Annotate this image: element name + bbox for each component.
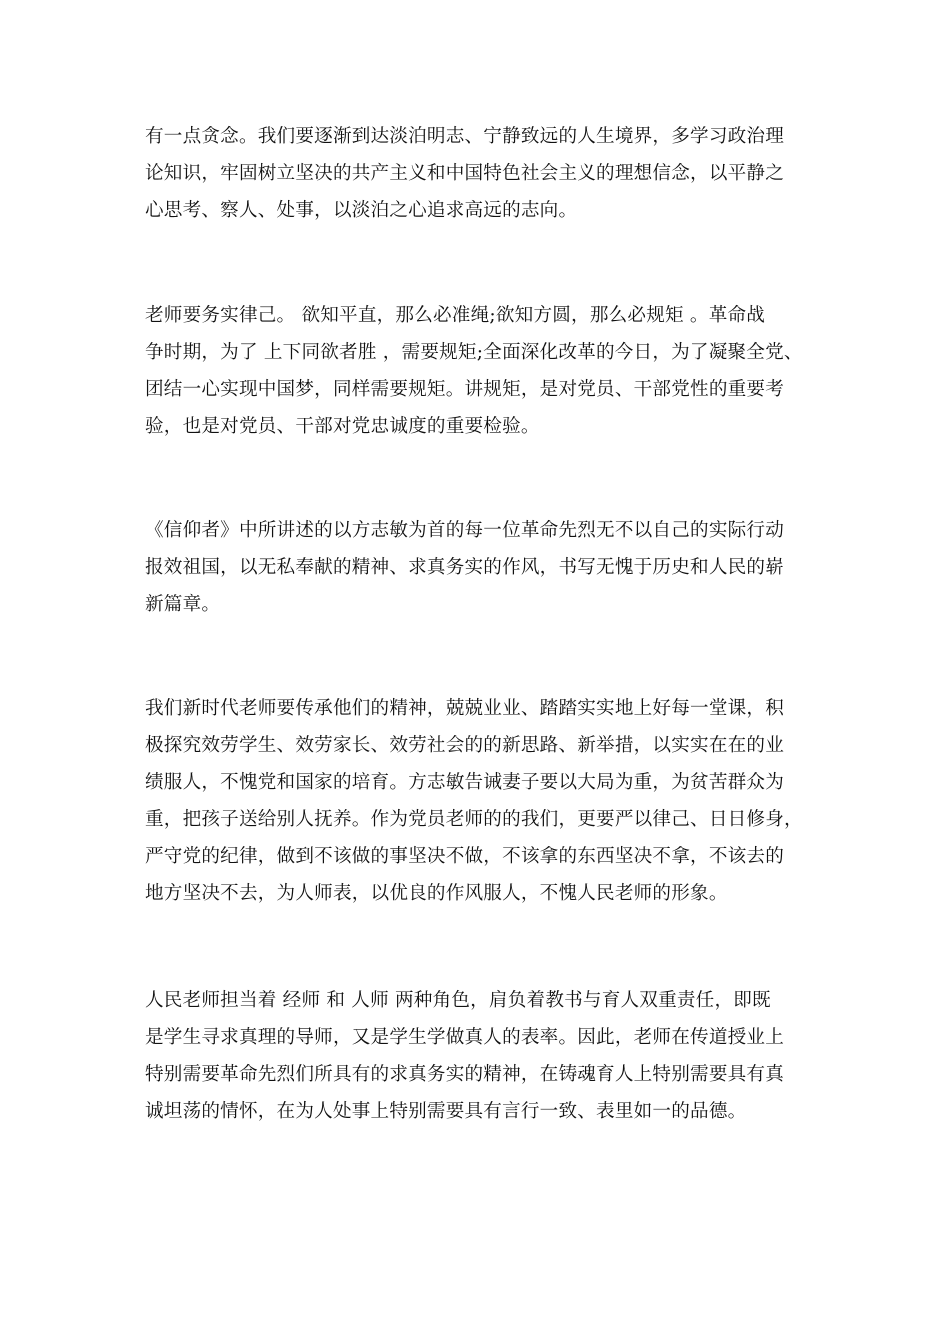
text-line: 人民老师担当着 经师 和 人师 两种角色，肩负着教书与育人双重责任，即既 <box>145 990 771 1011</box>
text-line: 是学生寻求真理的导师，又是学生学做真人的表率。因此，老师在传道授业上 <box>145 1027 784 1048</box>
text-line: 绩服人，不愧党和国家的培育。方志敏告诫妻子要以大局为重，为贫苦群众为 <box>145 772 784 793</box>
paragraph-3 <box>145 512 813 623</box>
text-line: 报效祖国，以无私奉献的精神、求真务实的作风，书写无愧于历史和人民的崭 <box>145 557 784 578</box>
text-line: 《信仰者》中所讲述的以方志敏为首的每一位革命先烈无不以自己的实际行动 <box>145 520 784 541</box>
text-line: 心思考、察人、处事，以淡泊之心追求高远的志向。 <box>145 200 578 221</box>
paragraph-4 <box>145 690 813 912</box>
text-line: 团结一心实现中国梦，同样需要规矩。讲规矩，是对党员、干部党性的重要考 <box>145 379 784 400</box>
text-line: 争时期，为了 上下同欲者胜 ，需要规矩;全面深化改革的今日，为了凝聚全党、 <box>145 342 803 363</box>
text-line: 地方坚决不去，为人师表，以优良的作风服人，不愧人民老师的形象。 <box>145 883 728 904</box>
text-line: 重，把孩子送给别人抚养。作为党员老师的的我们，更要严以律己、日日修身， <box>145 809 803 830</box>
text-line: 诚坦荡的情怀，在为人处事上特别需要具有言行一致、表里如一的品德。 <box>145 1101 747 1122</box>
text-line: 新篇章。 <box>145 594 221 615</box>
text-line: 验，也是对党员、干部对党忠诚度的重要检验。 <box>145 416 540 437</box>
paragraph-5 <box>145 982 813 1130</box>
text-line: 老师要务实律己。 欲知平直，那么必准绳;欲知方圆，那么必规矩 。革命战 <box>145 305 766 326</box>
paragraph-1 <box>145 118 813 229</box>
paragraph-2 <box>145 297 813 445</box>
text-line: 我们新时代老师要传承他们的精神，兢兢业业、踏踏实实地上好每一堂课，积 <box>145 698 784 719</box>
text-line: 严守党的纪律，做到不该做的事坚决不做，不该拿的东西坚决不拿，不该去的 <box>145 846 784 867</box>
text-line: 论知识，牢固树立坚决的共产主义和中国特色社会主义的理想信念，以平静之 <box>145 163 784 184</box>
text-line: 有一点贪念。我们要逐渐到达淡泊明志、宁静致远的人生境界，多学习政治理 <box>145 126 784 147</box>
text-line: 特别需要革命先烈们所具有的求真务实的精神，在铸魂育人上特别需要具有真 <box>145 1064 784 1085</box>
text-line: 极探究效劳学生、效劳家长、效劳社会的的新思路、新举措，以实实在在的业 <box>145 735 784 756</box>
